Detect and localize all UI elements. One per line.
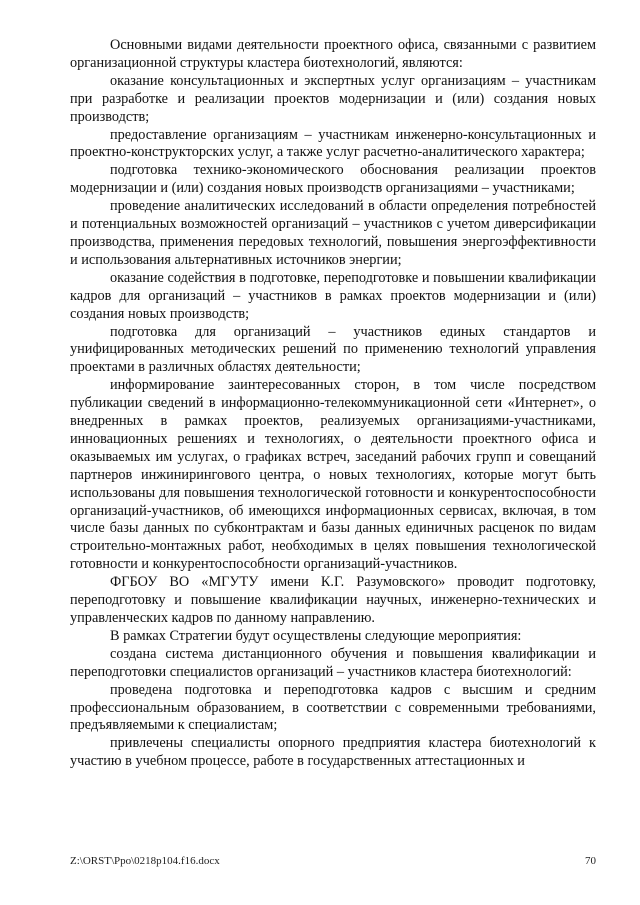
document-body: [70, 37, 596, 771]
paragraph: проведение аналитических исследований в области определения потребностей и потенциальных возможностей организаций – участников с учетом диверсификации производства, применения передовых технологий, повышения энергоэффективности и использования альтернативных источников энергии;: [70, 198, 596, 268]
paragraph: подготовка технико-экономического обоснования реализации проектов модернизации и (или) создания новых производств организациями – участниками;: [70, 162, 596, 197]
paragraph: информирование заинтересованных сторон, в том числе посредством публикации сведений в информационно-телекоммуникационной сети «Интернет», о внедренных в рамках проектов, реализуемых организациями-участниками, инновационных решениях и технологиях, о деятельности проектного офиса и оказываемых им услугах, о графиках встреч, заседаний рабочих групп и совещаний партнеров инжинирингового центра, о новых технологиях, которые могут быть использованы для повышения технологической готовности и конкурентоспособности организаций-участников, об имеющихся информационных сервисах, включая, в том числе базы данных по субконтрактам и базы данных единичных расценок по видам строительно-монтажных работ, необходимых в целях повышения технологической готовности и конкурентоспособности организаций-участников.: [70, 377, 596, 573]
paragraph: В рамках Стратегии будут осуществлены следующие мероприятия:: [110, 627, 522, 644]
paragraph: подготовка для организаций – участников единых стандартов и унифицированных методических решений по применению технологий управления проектами в различных областях деятельности;: [70, 323, 596, 376]
page-number: 70: [585, 855, 596, 867]
paragraph: оказание консультационных и экспертных услуг организациям – участникам при разработке и реализации проектов модернизации и (или) создания новых производств;: [70, 72, 596, 125]
paragraph: привлечены специалисты опорного предприятия кластера биотехнологий к участию в учебном процессе, работе в государственных аттестационных и: [70, 735, 596, 770]
paragraph: создана система дистанционного обучения и повышения квалификации и переподготовки специалистов организаций – участников кластера биотехнологий:: [70, 645, 596, 680]
paragraph: предоставление организациям – участникам инженерно-консультационных и проектно-конструкторских услуг, а также услуг расчетно-аналитического характера;: [70, 126, 596, 161]
file-path: Z:\ORST\Ppo\0218p104.f16.docx: [70, 855, 220, 867]
paragraph: проведена подготовка и переподготовка кадров с высшим и средним профессиональным образованием, в соответствии с современными требованиями, предъявляемыми к специалистам;: [70, 681, 596, 734]
paragraph: Основными видами деятельности проектного офиса, связанными с развитием организационной структуры кластера биотехнологий, являются:: [70, 37, 596, 71]
page-footer: [70, 855, 596, 869]
paragraph: оказание содействия в подготовке, переподготовке и повышении квалификации кадров для организаций – участников в рамках проектов модернизации и (или) создания новых производств;: [70, 269, 596, 322]
paragraph: ФГБОУ ВО «МГУТУ имени К.Г. Разумовского» проводит подготовку, переподготовку и повышение квалификации научных, инженерно-технических и управленческих кадров по данному направлению.: [70, 574, 596, 626]
